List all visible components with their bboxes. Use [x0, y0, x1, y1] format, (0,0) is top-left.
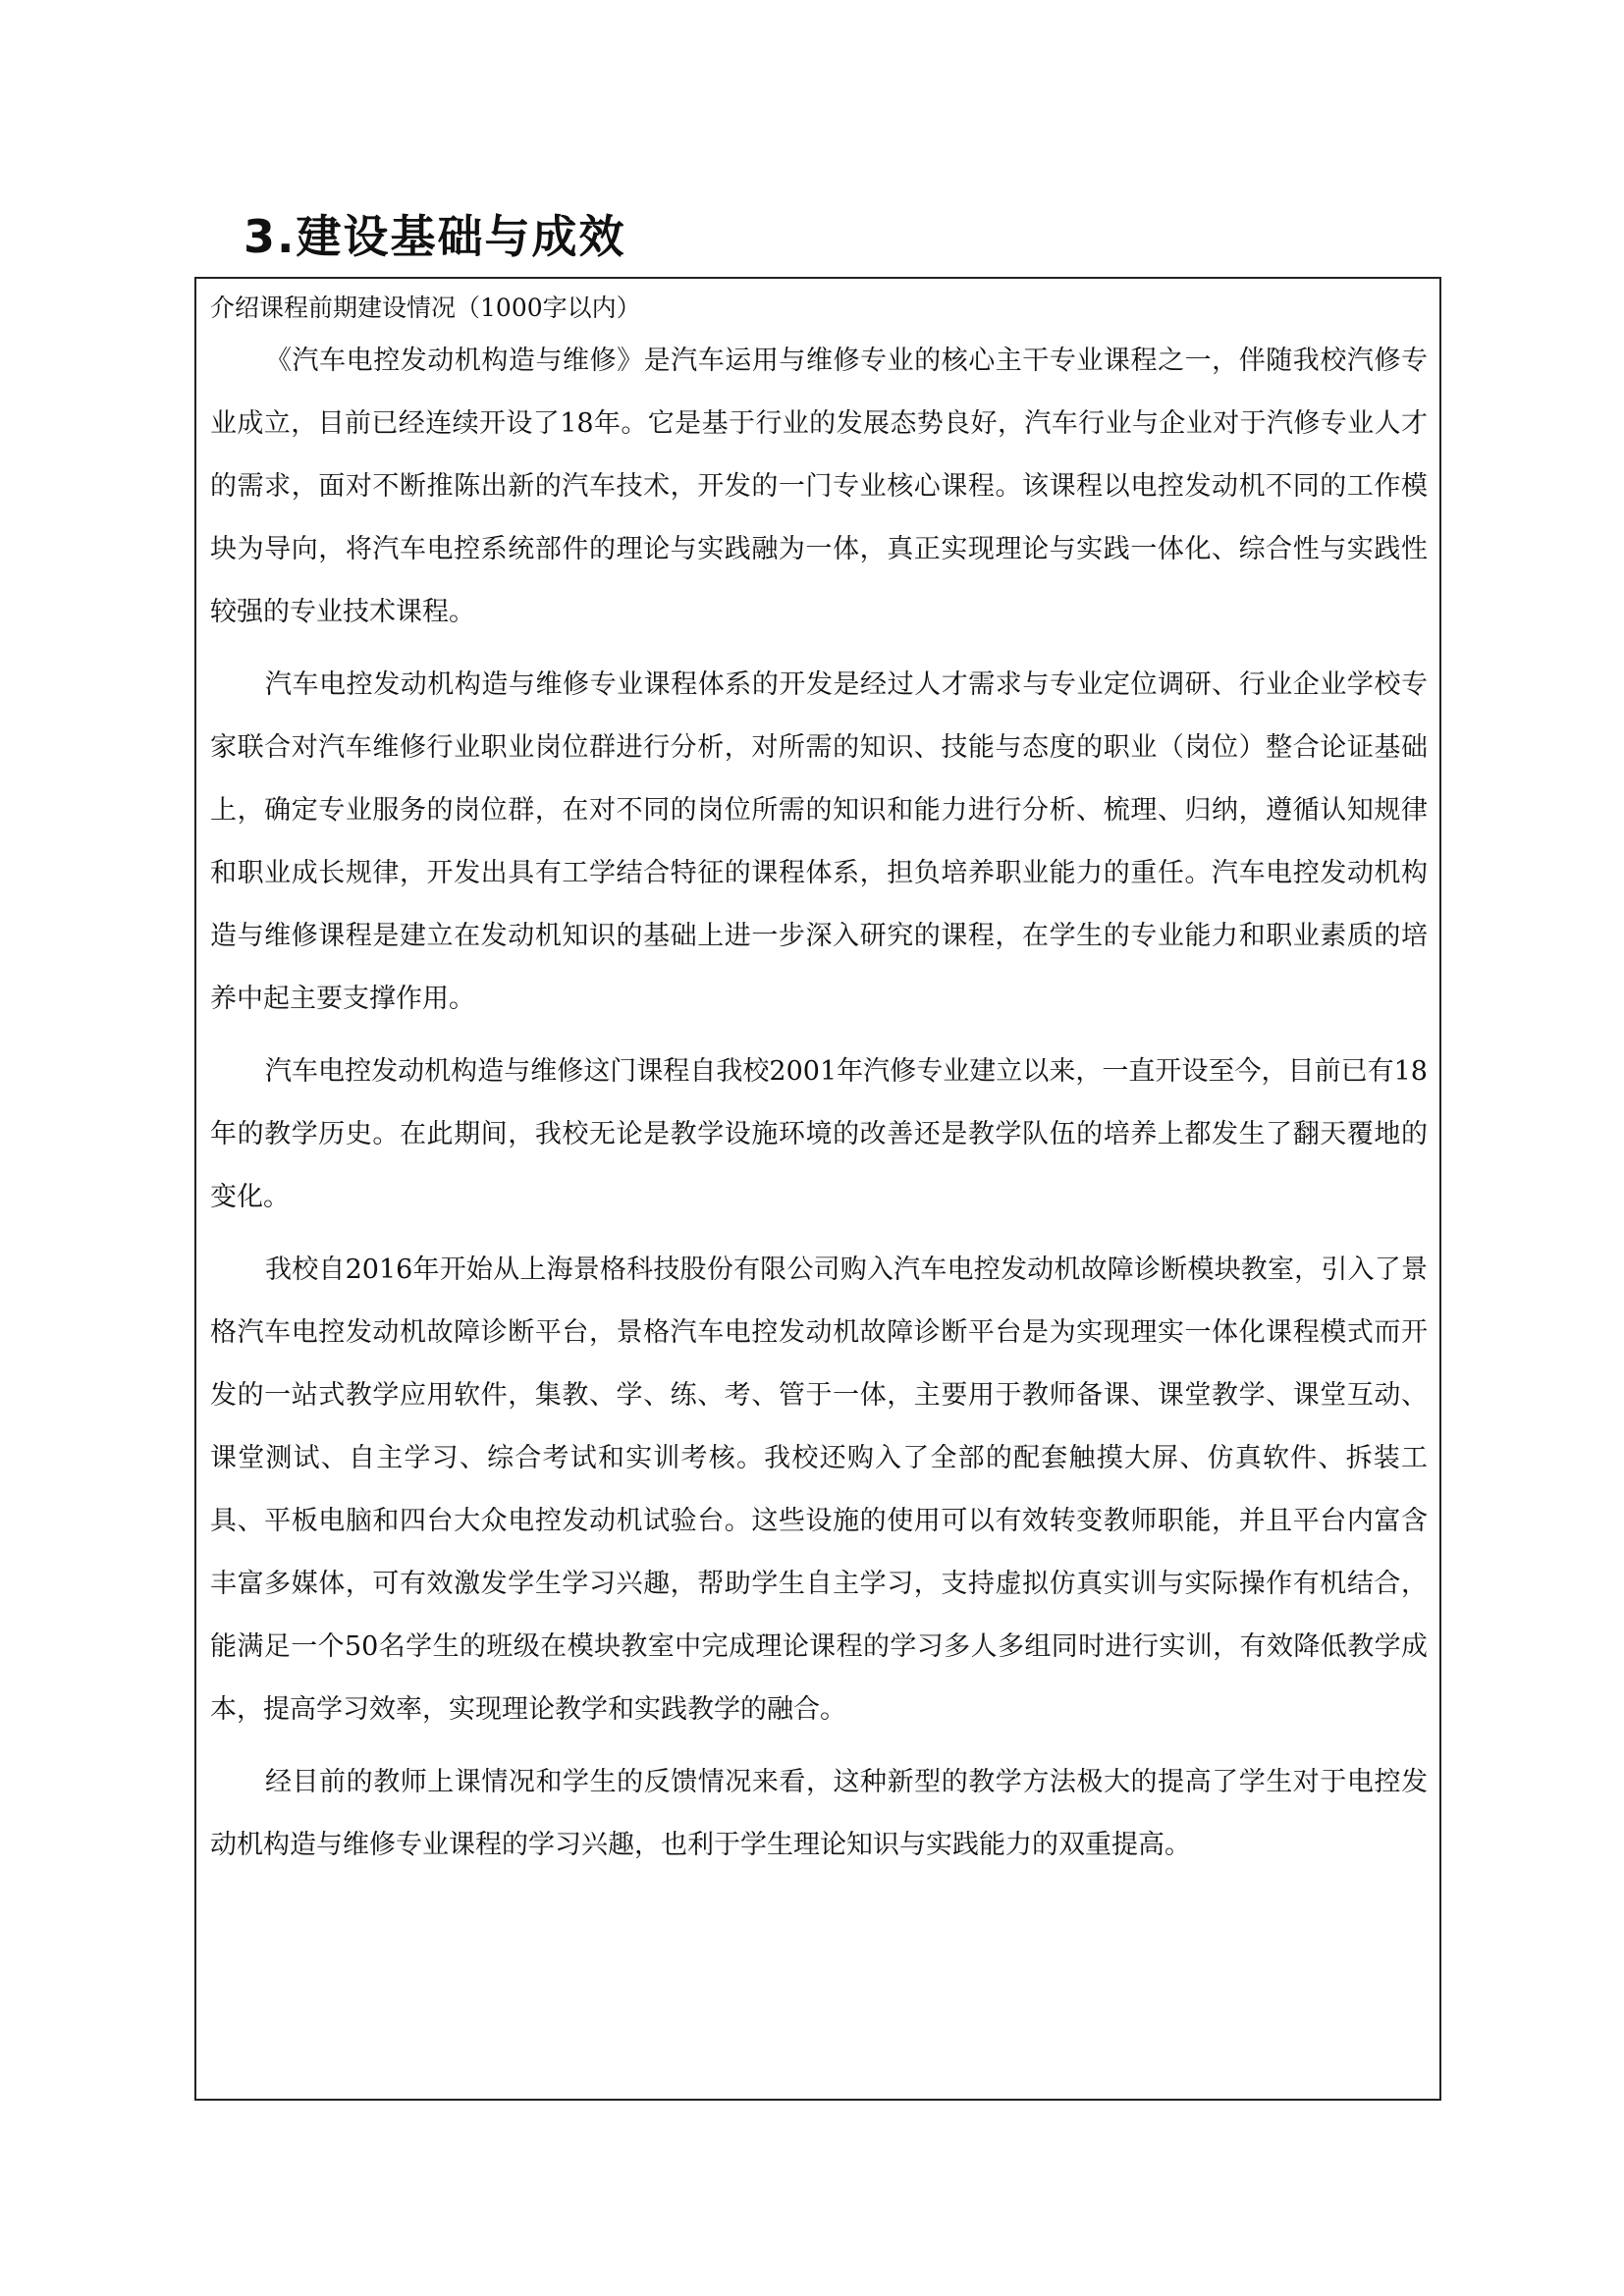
body-text [210, 330, 1428, 1887]
box-label: 介绍课程前期建设情况（1000字以内） [210, 294, 641, 322]
content-box [194, 277, 1441, 2101]
paragraph-4: 我校自2016年开始从上海景格科技股份有限公司购入汽车电控发动机故障诊断模块教室，引入了景格汽车电控发动机故障诊断平台，景格汽车电控发动机故障诊断平台是为实现理实一体化课程模式而开发的一站式教学应用软件，集教、学、练、考、管于一体，主要用于教师备课、课堂教学、课堂互动、课堂测试、自主学习、综合考试和实训考核。我校还购入了全部的配套触摸大屏、仿真软件、拆装工具、平板电脑和四台大众电控发动机试验台。这些设施的使用可以有效转变教师职能，并且平台内富含丰富多媒体，可有效激发学生学习兴趣，帮助学生自主学习，支持虚拟仿真实训与实际操作有机结合，能满足一个50名学生的班级在模块教室中完成理论课程的学习多人多组同时进行实训，有效降低教学成本，提高学习效率，实现理论教学和实践教学的融合。 [210, 1255, 1428, 1725]
paragraph-3: 汽车电控发动机构造与维修这门课程自我校2001年汽修专业建立以来，一直开设至今，目前已有18年的教学历史。在此期间，我校无论是教学设施环境的改善还是教学队伍的培养上都发生了翻天覆地的变化。 [210, 1056, 1428, 1212]
paragraph-2: 汽车电控发动机构造与维修专业课程体系的开发是经过人才需求与专业定位调研、行业企业学校专家联合对汽车维修行业职业岗位群进行分析，对所需的知识、技能与态度的职业（岗位）整合论证基础上，确定专业服务的岗位群，在对不同的岗位所需的知识和能力进行分析、梳理、归纳，遵循认知规律和职业成长规律，开发出具有工学结合特征的课程体系，担负培养职业能力的重任。汽车电控发动机构造与维修课程是建立在发动机知识的基础上进一步深入研究的课程，在学生的专业能力和职业素质的培养中起主要支撑作用。 [210, 669, 1428, 1014]
paragraph-1: 《汽车电控发动机构造与维修》是汽车运用与维修专业的核心主干专业课程之一，伴随我校汽修专业成立，目前已经连续开设了18年。它是基于行业的发展态势良好，汽车行业与企业对于汽修专业人才的需求，面对不断推陈出新的汽车技术，开发的一门专业核心课程。该课程以电控发动机不同的工作模块为导向，将汽车电控系统部件的理论与实践融为一体，真正实现理论与实践一体化、综合性与实践性较强的专业技术课程。 [210, 346, 1428, 627]
paragraph-5: 经目前的教师上课情况和学生的反馈情况来看，这种新型的教学方法极大的提高了学生对于电控发动机构造与维修专业课程的学习兴趣，也利于学生理论知识与实践能力的双重提高。 [210, 1767, 1428, 1860]
section-title: 3.建设基础与成效 [244, 210, 626, 263]
